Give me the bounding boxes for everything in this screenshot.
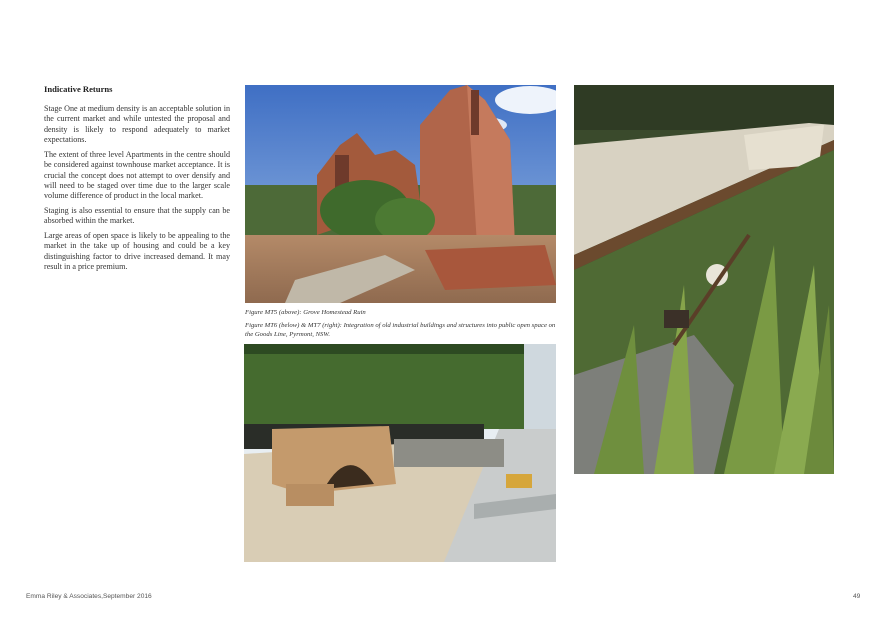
photo-goods-line-arch [244, 344, 556, 562]
paragraph: Staging is also essential to ensure that the supply can be absorbed within the market. [44, 206, 230, 226]
photo-grove-homestead-ruin [245, 85, 556, 303]
caption-mt6-mt7: Figure MT6 (below) & MT7 (right): Integration of old industrial buildings and structures into public open space on the Goods Line, Pyrmont, NSW. [245, 322, 556, 338]
paragraph: Stage One at medium density is an acceptable solution in the current market and while untested the proposal and density is likely to respond adequately to market expectations. [44, 104, 230, 145]
paragraph: The extent of three level Apartments in the centre should be considered against townhouse market acceptance. It is crucial the concept does not attempt to over densify and will need to be staged over time due to the larger scale volume difference of product in the local market. [44, 149, 230, 201]
section-heading: Indicative Returns [44, 84, 113, 94]
body-text [44, 104, 230, 277]
caption-mt5: Figure MT5 (above): Grove Homestead Ruin [245, 309, 366, 316]
paragraph: Large areas of open space is likely to be appealing to the market in the take up of housing and could be a key distinguishing factor to drive increased demand. It may result in a price premium. [44, 231, 230, 272]
page-number: 49 [853, 593, 861, 600]
footer-credit: Emma Riley & Associates,September 2016 [26, 593, 152, 600]
photo-goods-line-planting [574, 85, 834, 474]
